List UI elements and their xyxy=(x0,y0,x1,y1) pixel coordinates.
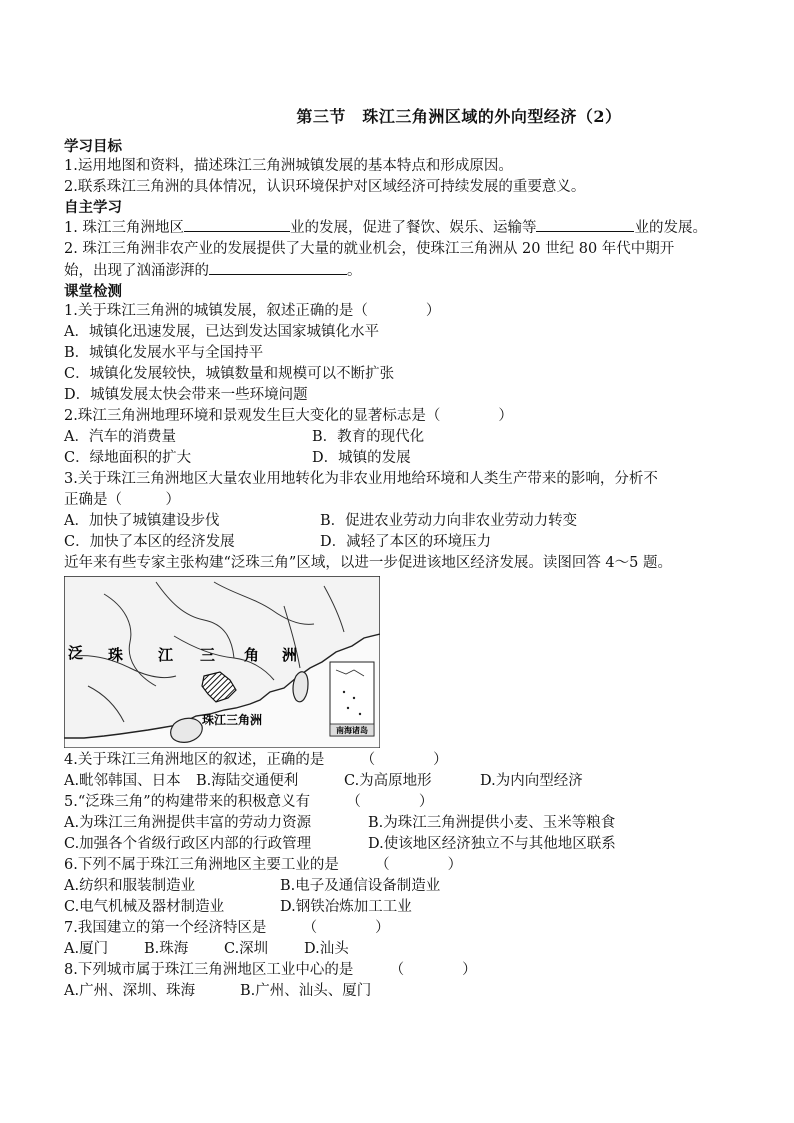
map-label-pan: 泛 xyxy=(68,644,84,662)
inset-island xyxy=(359,713,361,715)
answer-blank[interactable] xyxy=(209,260,347,275)
question-stem: 8.下列城市属于珠江三角洲地区工业中心的是 （ ） xyxy=(64,962,477,978)
option-b[interactable]: B．教育的现代化 xyxy=(312,429,425,445)
map-label-char: 洲 xyxy=(282,646,298,664)
option-b[interactable]: B.为珠江三角洲提供小麦、玉米等粮食 xyxy=(368,815,616,831)
question-stem: 6.下列不属于珠江三角洲地区主要工业的是 （ ） xyxy=(64,857,463,873)
option-d[interactable]: D.汕头 xyxy=(304,941,349,957)
option-a[interactable]: A.为珠江三角洲提供丰富的劳动力资源 xyxy=(64,815,312,831)
option-b[interactable]: B.海陆交通便利 xyxy=(196,773,299,789)
option-row xyxy=(64,834,744,855)
option-row xyxy=(64,897,744,918)
option-d[interactable]: D.钢铁冶炼加工工业 xyxy=(280,899,412,915)
option-a[interactable]: A.纺织和服装制造业 xyxy=(64,878,196,894)
option-b[interactable]: B.珠海 xyxy=(144,941,189,957)
inset-island xyxy=(353,697,355,699)
option-row xyxy=(64,771,744,792)
worksheet xyxy=(64,104,744,1002)
self-study-question-2-cont xyxy=(64,260,744,282)
question-text: 始，出现了汹涌澎湃的 xyxy=(64,263,209,279)
goals-heading: 学习目标 xyxy=(64,138,122,155)
page-title: 第三节 珠江三角洲区域的外向型经济（2） xyxy=(296,107,622,126)
question-stem: 1.关于珠江三角洲的城镇发展，叙述正确的是（ ） xyxy=(64,303,441,319)
option-b[interactable]: B．促进农业劳动力向非农业劳动力转变 xyxy=(320,513,578,529)
pearl-river-delta-map xyxy=(64,576,380,748)
check-heading: 课堂检测 xyxy=(64,283,122,300)
question-text: 业的发展，促进了餐饮、娱乐、运输等 xyxy=(289,220,537,236)
question-stem: 5.“泛珠三角”的构建带来的积极意义有 （ ） xyxy=(64,794,434,810)
option-row xyxy=(64,448,744,469)
goal-item: 1.运用地图和资料，描述珠江三角洲城镇发展的基本特点和形成原因。 xyxy=(64,158,513,174)
goal-item: 2.联系珠江三角洲的具体情况，认识环境保护对区域经济可持续发展的重要意义。 xyxy=(64,179,586,195)
question-text: 1. 珠江三角洲地区 xyxy=(64,220,184,236)
option-b[interactable]: B.电子及通信设备制造业 xyxy=(280,878,441,894)
answer-blank[interactable] xyxy=(184,217,290,232)
option-d[interactable]: D．减轻了本区的环境压力 xyxy=(320,534,492,550)
option-row xyxy=(64,939,744,960)
option-row xyxy=(64,876,744,897)
question-stem: 7.我国建立的第一个经济特区是 （ ） xyxy=(64,920,390,936)
map-intro: 近年来有些专家主张构建“泛珠三角”区域，以进一步促进该地区经济发展。读图回答 4～5 题。 xyxy=(64,555,672,571)
question-stem-cont: 正确是（ ） xyxy=(64,492,180,508)
option-a[interactable]: A．城镇化迅速发展，已达到发达国家城镇化水平 xyxy=(64,324,379,340)
option-c[interactable]: C．绿地面积的扩大 xyxy=(64,450,192,466)
option-a[interactable]: A．汽车的消费量 xyxy=(64,429,176,445)
option-d[interactable]: D.使该地区经济独立不与其他地区联系 xyxy=(368,836,616,852)
option-row xyxy=(64,511,744,532)
question-text: 业的发展。 xyxy=(634,220,707,236)
taiwan-island xyxy=(293,672,308,702)
inset-label: 南海诸岛 xyxy=(336,726,368,735)
map-label-char: 江 xyxy=(158,646,174,664)
option-c[interactable]: C.加强各个省级行政区内部的行政管理 xyxy=(64,836,312,852)
inset-island xyxy=(347,707,349,709)
option-a[interactable]: A．加快了城镇建设步伐 xyxy=(64,513,220,529)
self-study-question-2: 2. 珠江三角洲非农产业的发展提供了大量的就业机会，使珠江三角洲从 20 世纪 80 年代中期开 xyxy=(64,241,675,257)
map-label-char: 角 xyxy=(244,646,260,664)
question-stem: 3.关于珠江三角洲地区大量农业用地转化为非农业用地给环境和人类生产带来的影响，分析不 xyxy=(64,471,658,487)
answer-blank[interactable] xyxy=(536,217,634,232)
option-c[interactable]: C.为高原地形 xyxy=(344,773,432,789)
option-row xyxy=(64,427,744,448)
option-b[interactable]: B.广州、汕头、厦门 xyxy=(240,983,372,999)
inset-island xyxy=(343,691,345,693)
option-d[interactable]: D．城镇的发展 xyxy=(312,450,411,466)
option-c[interactable]: C．城镇化发展较快，城镇数量和规模可以不断扩张 xyxy=(64,366,395,382)
option-row xyxy=(64,981,744,1002)
option-d[interactable]: D.为内向型经济 xyxy=(480,773,583,789)
option-c[interactable]: C.深圳 xyxy=(224,941,269,957)
self-study-question-1 xyxy=(64,217,744,239)
option-row xyxy=(64,532,744,553)
map-figure xyxy=(64,576,380,748)
option-a[interactable]: A.毗邻韩国、日本 xyxy=(64,773,181,789)
option-c[interactable]: C.电气机械及器材制造业 xyxy=(64,899,225,915)
question-text: 。 xyxy=(347,263,362,279)
option-c[interactable]: C．加快了本区的经济发展 xyxy=(64,534,235,550)
map-label-char: 三 xyxy=(200,646,216,664)
map-label-delta: 珠江三角洲 xyxy=(202,713,263,727)
question-stem: 4.关于珠江三角洲地区的叙述，正确的是 （ ） xyxy=(64,752,448,768)
option-row xyxy=(64,813,744,834)
map-label-char: 珠 xyxy=(108,646,124,664)
option-d[interactable]: D．城镇发展太快会带来一些环境问题 xyxy=(64,387,308,403)
question-stem: 2.珠江三角洲地理环境和景观发生巨大变化的显著标志是（ ） xyxy=(64,408,513,424)
option-a[interactable]: A.厦门 xyxy=(64,941,109,957)
self-study-heading: 自主学习 xyxy=(64,199,122,216)
option-b[interactable]: B．城镇化发展水平与全国持平 xyxy=(64,345,264,361)
option-a[interactable]: A.广州、深圳、珠海 xyxy=(64,983,196,999)
